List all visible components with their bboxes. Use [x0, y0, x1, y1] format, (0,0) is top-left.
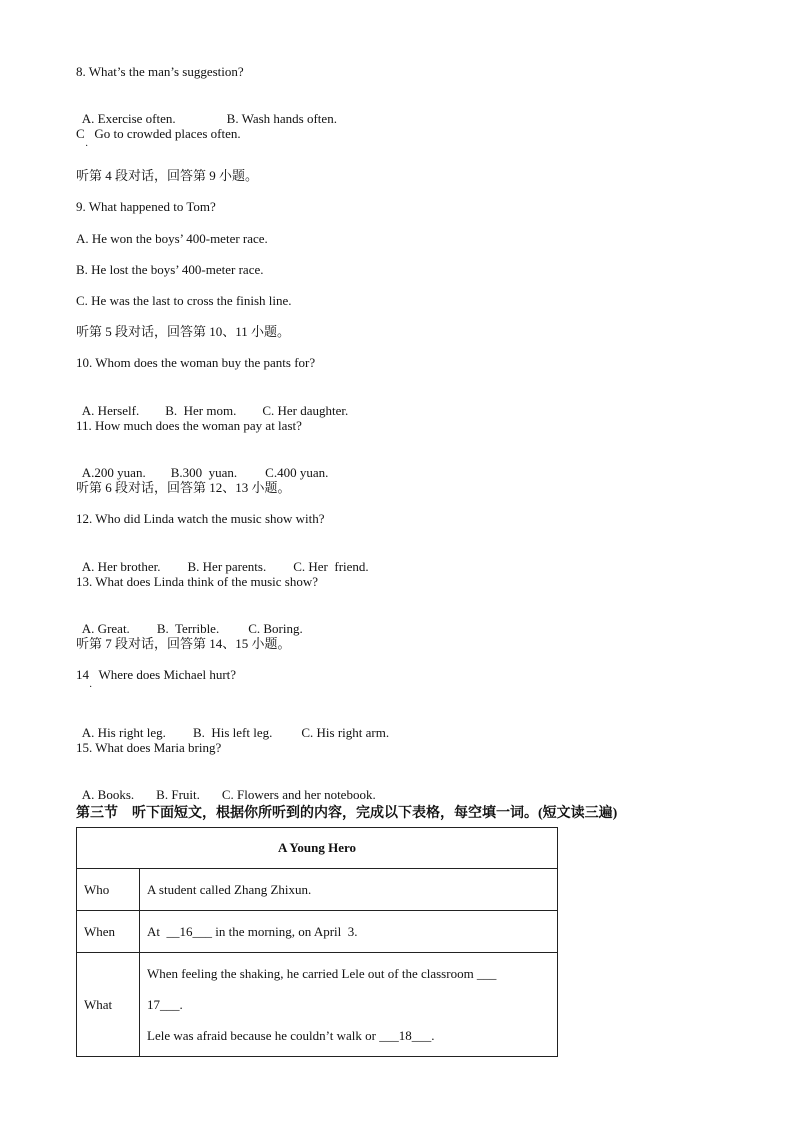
q10-option-b: B. Her mom. — [165, 403, 237, 418]
instruction-seg4: 听第 4 段对话，回答第 9 小题。 — [76, 168, 259, 183]
when-label: When — [77, 911, 140, 953]
q14-option-c: C. His right arm. — [301, 725, 390, 740]
q15-option-c: C. Flowers and her notebook. — [221, 787, 376, 802]
table-title: A Young Hero — [77, 828, 558, 869]
q11-options — [76, 449, 328, 481]
q9-option-b: B. He lost the boys’ 400-meter race. — [76, 262, 264, 277]
question-15: 15. What does Maria bring? — [76, 740, 222, 755]
what-line-3: Lele was afraid because he couldn’t walk or ___18___. — [147, 1028, 435, 1043]
q13-option-b: B. Terrible. — [156, 621, 220, 636]
when-prefix: At — [147, 923, 167, 939]
what-line-1: When feeling the shaking, he carried Lele out of the classroom ___ — [147, 966, 497, 981]
q10-options — [76, 387, 348, 419]
q13-options — [76, 605, 303, 637]
q15-option-a: A. Books. — [81, 787, 135, 802]
instruction-seg7: 听第 7 段对话，回答第 14、15 小题。 — [76, 636, 291, 651]
blank-17: 17___ — [147, 997, 180, 1012]
q15-options — [76, 771, 376, 803]
q13-option-c: C. Boring. — [248, 621, 303, 636]
question-10: 10. Whom does the woman buy the pants for? — [76, 355, 316, 370]
q8-option-c: C Go to crowded places often. — [76, 126, 241, 141]
q15-option-b: B. Fruit. — [156, 787, 200, 802]
question-13: 13. What does Linda think of the music show? — [76, 574, 319, 589]
when-suffix: in the morning, on April 3. — [212, 923, 358, 939]
q9-option-c: C. He was the last to cross the finish line. — [76, 293, 292, 308]
q12-option-c: C. Her friend. — [293, 559, 369, 574]
q12-option-a: A. Her brother. — [81, 559, 161, 574]
question-14: 14 Where does Michael hurt? — [76, 667, 237, 682]
when-value — [140, 911, 558, 953]
what-value — [140, 953, 558, 1057]
q11-option-c: C.400 yuan. — [265, 465, 329, 480]
answer-table — [76, 827, 558, 1057]
what-label: What — [77, 953, 140, 1057]
q10-option-a: A. Herself. — [81, 403, 140, 418]
question-12: 12. Who did Linda watch the music show with? — [76, 511, 325, 526]
section-3-heading: 第三节 听下面短文，根据你所听到的内容，完成以下表格，每空填一词。(短文读三遍) — [76, 806, 618, 821]
table-row-who — [77, 869, 558, 911]
table-row-when — [77, 911, 558, 953]
question-9: 9. What happened to Tom? — [76, 199, 216, 214]
q8-options-ab — [76, 95, 337, 127]
q12-option-b: B. Her parents. — [187, 559, 267, 574]
instruction-seg6: 听第 6 段对话，回答第 12、13 小题。 — [76, 480, 291, 495]
q13-option-a: A. Great. — [81, 621, 130, 636]
q14-options — [76, 709, 389, 741]
q9-option-a: A. He won the boys’ 400-meter race. — [76, 231, 268, 246]
q8-option-b: B. Wash hands often. — [226, 111, 337, 126]
q14-option-a: A. His right leg. — [81, 725, 166, 740]
q10-option-c: C. Her daughter. — [262, 403, 349, 418]
question-11: 11. How much does the woman pay at last? — [76, 418, 302, 433]
who-label: Who — [77, 869, 140, 911]
table-row-what — [77, 953, 558, 1057]
q12-options — [76, 543, 369, 575]
q11-option-b: B.300 yuan. — [170, 465, 238, 480]
q14-option-b: B. His left leg. — [192, 725, 273, 740]
blank-18: ___18___ — [379, 1028, 432, 1043]
blank-16: __16___ — [166, 923, 212, 939]
who-value: A student called Zhang Zhixun. — [140, 869, 558, 911]
question-8: 8. What’s the man’s suggestion? — [76, 64, 244, 79]
instruction-seg5: 听第 5 段对话，回答第 10、11 小题。 — [76, 324, 291, 339]
what-line-2: 17___. — [147, 997, 183, 1012]
q8-option-a: A. Exercise often. — [81, 111, 176, 126]
q11-option-a: A.200 yuan. — [81, 465, 146, 480]
